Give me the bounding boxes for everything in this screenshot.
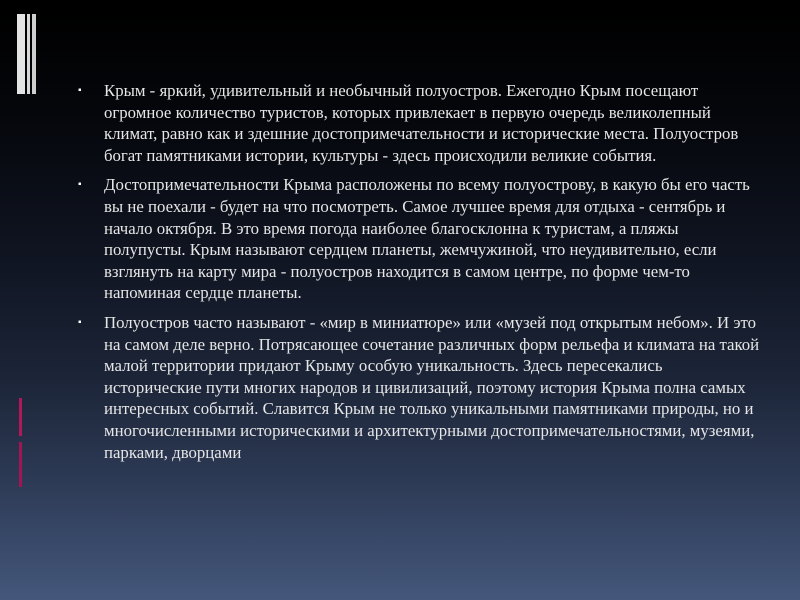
bullet-list (78, 80, 762, 463)
bullet-square-icon: ▪ (78, 316, 82, 328)
paragraph-text: Полуостров часто называют - «мир в миниатюре» или «музей под открытым небом». И это на самом деле верно. Потрясающее сочетание различных форм рельефа и климата на такой малой территории придают Крыму особую уникальность. Здесь пересекались исторические пути многих народов и цивилизаций, поэтому история Крыма полна самых интересных событий. Славится Крым не только уникальными памятниками природы, но и многочисленными историческими и архитектурными достопримечательностями, музеями, парками, дворцами (104, 312, 760, 462)
accent-bar-upper (19, 398, 22, 436)
paragraph-text: Крым - яркий, удивительный и необычный полуостров. Ежегодно Крым посещают огромное количество туристов, которых привлекает в первую очередь великолепный климат, равно как и здешние достопримечательности и исторические места. Полуостров богат памятниками истории, культуры - здесь происходили великие события. (104, 81, 739, 165)
paragraph-text: Достопримечательности Крыма расположены по всему полуострову, в какую бы его часть вы не поехали - будет на что посмотреть. Самое лучшее время для отдыха - сентябрь и начало октября. В это время погода наиболее благосклонна к туристам, а пляжы полупусты. Крым называют сердцем планеты, жемчужиной, что неудивительно, если взглянуть на карту мира - полуостров находится в самом центре, по форме чем-то напоминая сердце планеты. (104, 175, 750, 303)
stripe-medium (32, 14, 36, 94)
bullet-square-icon: ▪ (78, 85, 82, 96)
slide-content (78, 80, 762, 471)
bullet-item (78, 312, 762, 463)
decorative-stripes (17, 14, 37, 94)
bullet-item (78, 80, 762, 166)
stripe-thin (27, 14, 30, 94)
accent-bar-lower (19, 442, 22, 487)
bullet-square-icon: ▪ (78, 179, 82, 191)
stripe-wide (17, 14, 25, 94)
bullet-item (78, 174, 762, 304)
